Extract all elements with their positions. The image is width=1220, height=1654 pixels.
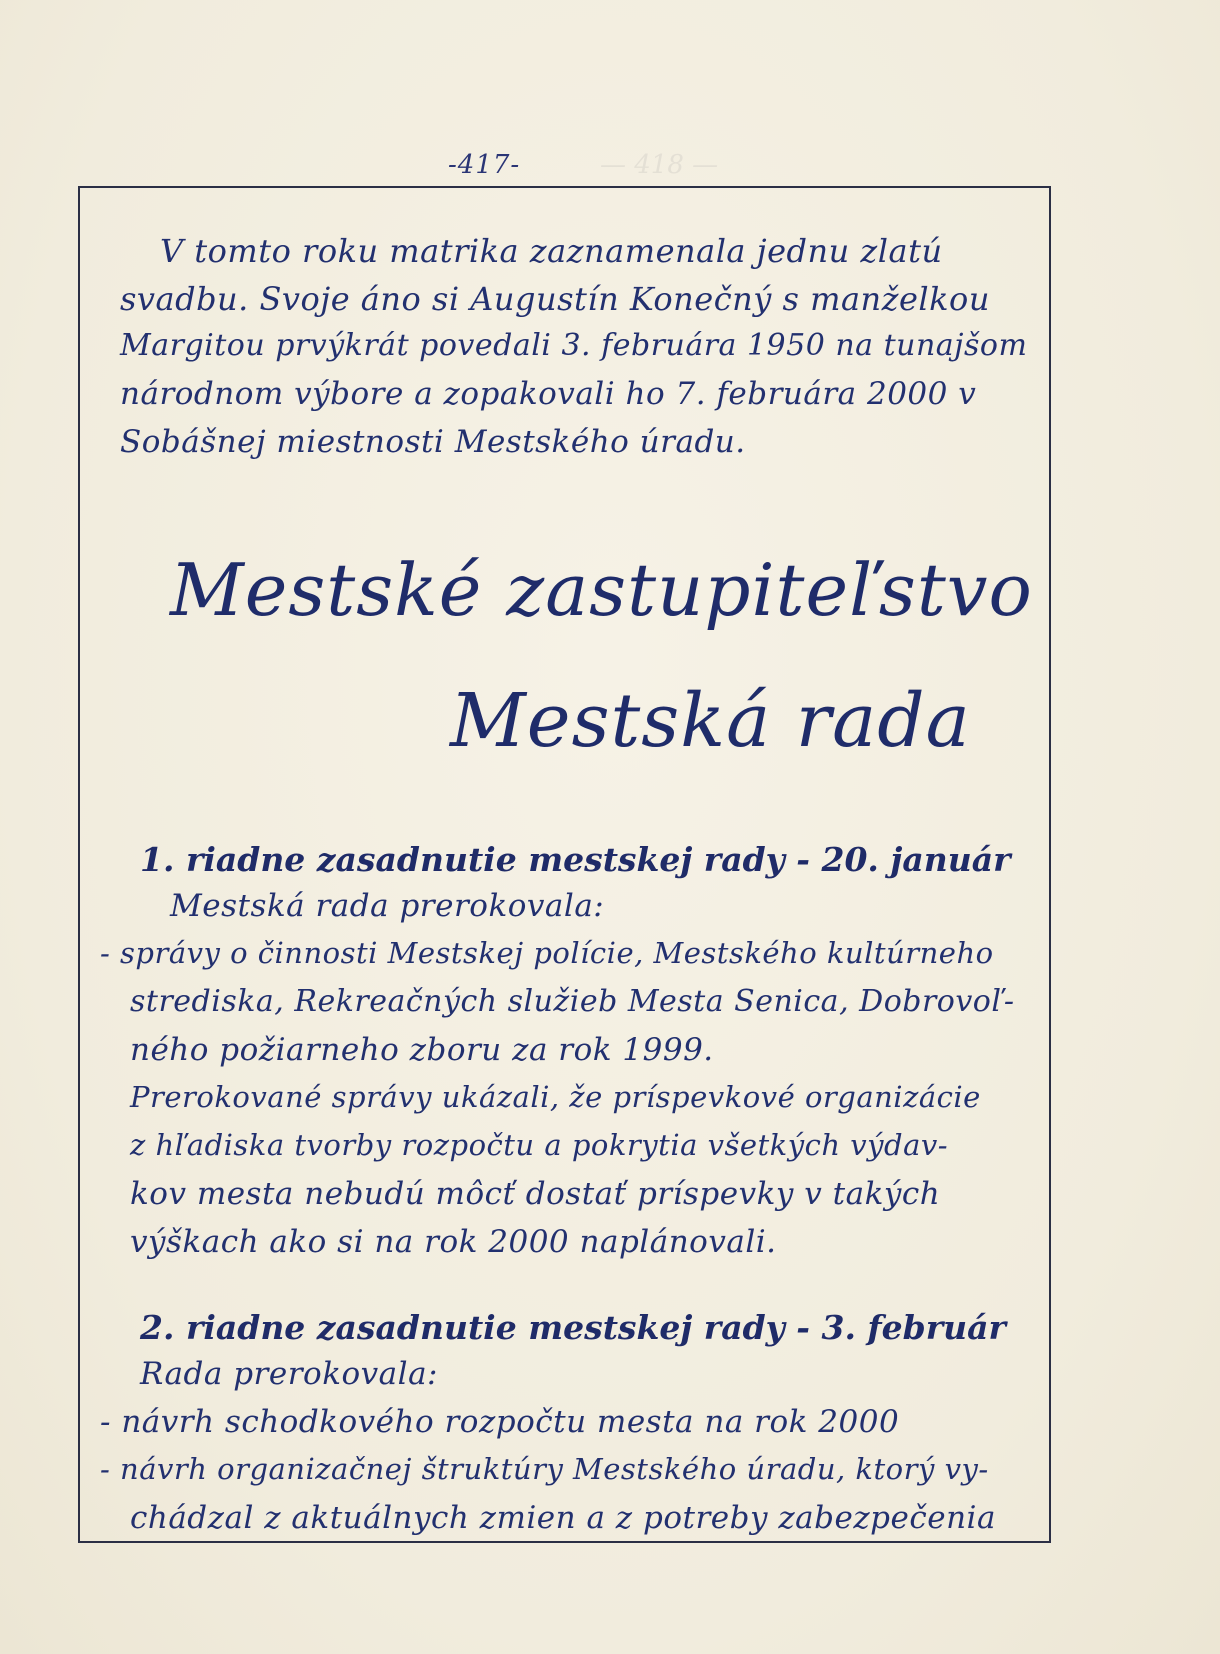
section1-line-8: výškach ako si na rok 2000 naplánovali. [130,1224,777,1260]
intro-text-3: Margitou prvýkrát povedali 3. februára 1950 na tunajšom [120,328,1028,363]
council-title: Mestské zastupiteľstvo [170,548,1033,632]
section1-line-3: strediska, Rekreačných služieb Mesta Senica, Dobrovoľ- [130,984,1015,1019]
section2-line-2: - návrh schodkového rozpočtu mesta na rok 2000 [100,1404,900,1440]
intro-line-3 [120,328,1027,363]
section2-line-1: Rada prerokovala: [140,1356,438,1392]
intro-text-1: V tomto roku matrika zaznamenala jednu zlatú [160,232,943,270]
page-number: -417- [448,150,521,180]
intro-text-2: svadbu. Svoje áno si Augustín Konečný s manželkou [120,280,990,318]
section1-line-1: Mestská rada prerokovala: [170,888,605,924]
intro-text-4: národnom výbore a zopakovali ho 7. februára 2000 v [120,376,977,412]
section1-line-4: ného požiarneho zboru za rok 1999. [130,1032,714,1068]
bleed-through-texture: — 418 — [600,150,719,180]
section1-line-7: kov mesta nebudú môcť dostať príspevky v takých [130,1176,941,1212]
page-frame [78,186,1051,1543]
section2-line-3: - návrh organizačnej štruktúry Mestského úradu, ktorý vy- [100,1452,989,1486]
section2-line-4: chádzal z aktuálnych zmien a z potreby zabezpečenia [130,1500,996,1536]
section2-heading: 2. riadne zasadnutie mestskej rady - 3. február [140,1308,1006,1347]
section1-line-6: z hľadiska tvorby rozpočtu a pokrytia všetkých výdav- [130,1128,949,1162]
board-title: Mestská rada [450,678,971,764]
section1-heading: 1. riadne zasadnutie mestskej rady - 20. január [140,840,1011,879]
section1-line-5: Prerokované správy ukázali, že príspevkové organizácie [130,1080,981,1114]
intro-text-5: Sobášnej miestnosti Mestského úradu. [120,424,746,460]
intro-line-5 [120,424,746,460]
intro-line-2 [120,280,990,318]
intro-line-4 [120,376,976,412]
intro-line-1 [160,232,943,270]
section1-line-2: - správy o činnosti Mestskej polície, Mestského kultúrneho [100,936,994,970]
